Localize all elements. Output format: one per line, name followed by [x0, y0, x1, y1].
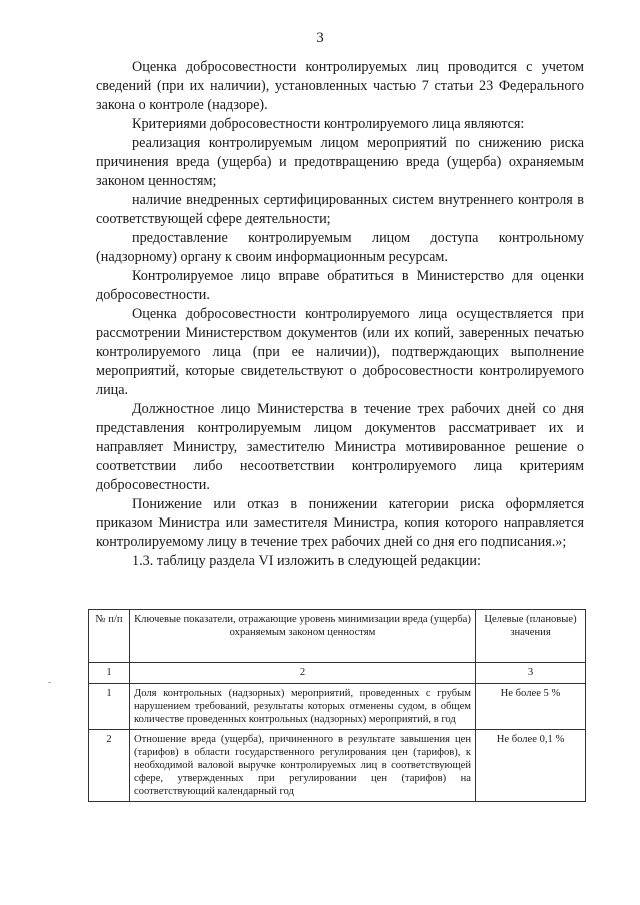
row-num: 2 — [89, 730, 130, 802]
body-text — [96, 58, 584, 571]
row-target: Не более 5 % — [476, 684, 586, 730]
paragraph-right-to-apply: Контролируемое лицо вправе обратиться в Министерство для оценки добросовестности. — [96, 268, 584, 303]
header-indicator: Ключевые показатели, отражающие уровень минимизации вреда (ущерба) охраняемым законом ценностям — [130, 610, 476, 663]
row-indicator: Доля контрольных (надзорных) мероприятий, проведенных с грубым нарушением требований, результаты которых отменены судом, в общем количестве проведенных контрольных (надзорных) мероприятий, в год — [130, 684, 476, 730]
table-row — [89, 730, 586, 802]
paragraph-criterion-3: предоставление контролируемым лицом доступа контрольному (надзорному) органу к своим информационным ресурсам. — [96, 230, 584, 265]
margin-mark: - — [48, 677, 52, 688]
colnum-3: 3 — [476, 663, 586, 684]
row-indicator: Отношение вреда (ущерба), причиненного в результате завышения цен (тарифов) в области государственного регулирования цен (тарифов), к необходимой валовой выручке контролируемых лиц в соответствующей сфере, утвержденных при регулировании цен (тарифов) на соответствующий календарный год — [130, 730, 476, 802]
indicators-table — [88, 609, 586, 802]
paragraph-assessment: Оценка добросовестности контролируемых лиц проводится с учетом сведений (при их наличии), установленных частью 7 статьи 23 Федерального закона о контроле (надзоре). — [96, 59, 584, 113]
table-colnum-row — [89, 663, 586, 684]
paragraph-criteria-intro: Критериями добросовестности контролируемого лица являются: — [132, 116, 525, 132]
paragraph-criterion-1: реализация контролируемым лицом мероприятий по снижению риска причинения вреда (ущерба) и предотвращению вреда (ущерба) охраняемым законом ценностям; — [96, 135, 584, 189]
page-number: 3 — [316, 30, 324, 46]
paragraph-criterion-2: наличие внедренных сертифицированных систем внутреннего контроля в соответствующей сфере деятельности; — [96, 192, 584, 227]
header-num: № п/п — [89, 610, 130, 663]
colnum-1: 1 — [89, 663, 130, 684]
table-header-row — [89, 610, 586, 663]
table-row — [89, 684, 586, 730]
colnum-2: 2 — [130, 663, 476, 684]
row-target: Не более 0,1 % — [476, 730, 586, 802]
paragraph-review: Оценка добросовестности контролируемого лица осуществляется при рассмотрении Министерством документов (или их копий, заверенных печатью контролируемого лица (при ее наличии)), подтверждающих выполнение мероприятий, которые свидетельствуют о добросовестности контролируемого лица. — [96, 306, 584, 398]
paragraph-table-intro: 1.3. таблицу раздела VI изложить в следующей редакции: — [132, 553, 481, 569]
row-num: 1 — [89, 684, 130, 730]
header-target: Целевые (плановые) значения — [476, 610, 586, 663]
paragraph-risk-category: Понижение или отказ в понижении категории риска оформляется приказом Министра или заместителя Министра, копия которого направляется контролируемому лицу в течение трех рабочих дней со дня его подписания.»; — [96, 496, 584, 550]
paragraph-official: Должностное лицо Министерства в течение трех рабочих дней со дня представления контролируемым лицом документов рассматривает их и направляет Министру, заместителю Министра мотивированное решение о соответствии либо несоответствии контролируемого лица критериям добросовестности. — [96, 401, 584, 493]
